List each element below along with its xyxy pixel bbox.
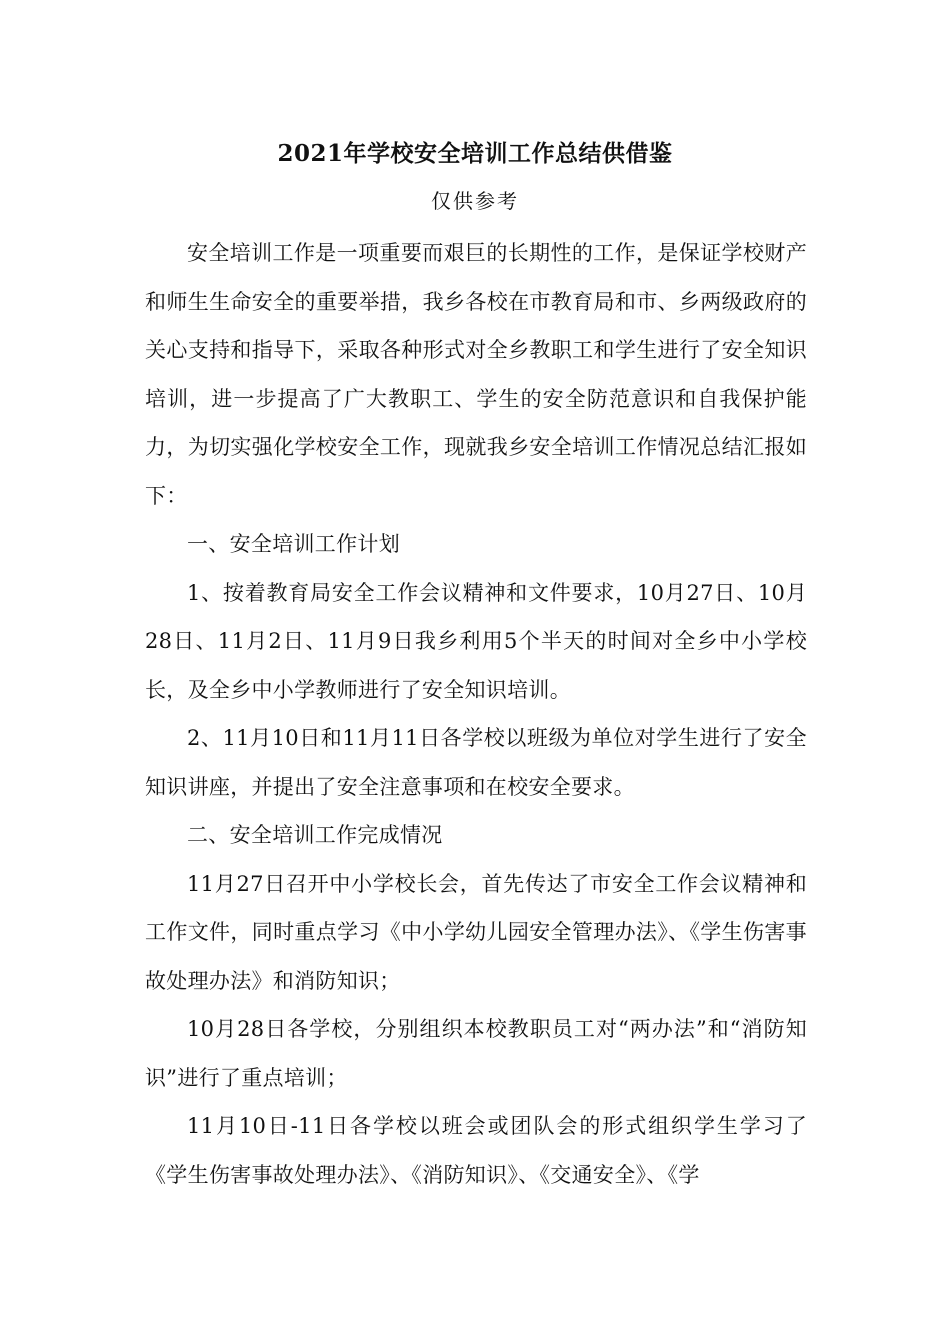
paragraph-completion-2: 10月28日各学校，分别组织本校教职员工对“两办法”和“消防知识”进行了重点培训； (145, 1017, 807, 1090)
document-title: 2021年学校安全培训工作总结供借鉴 (277, 140, 673, 167)
document-body (145, 229, 807, 1199)
paragraph-intro: 安全培训工作是一项重要而艰巨的长期性的工作，是保证学校财产和师生生命安全的重要举措，我乡各校在市教育局和市、乡两级政府的关心支持和指导下，采取各种形式对全乡教职工和学生进行了安全知识培训，进一步提高了广大教职工、学生的安全防范意识和自我保护能力，为切实强化学校安全工作，现就我乡安全培训工作情况总结汇报如下： (145, 241, 807, 508)
paragraph-completion-3: 11月10日-11日各学校以班会或团队会的形式组织学生学习了《学生伤害事故处理办法》、《消防知识》、《交通安全》、《学 (145, 1114, 807, 1187)
paragraph-completion-1: 11月27日召开中小学校长会，首先传达了市安全工作会议精神和工作文件，同时重点学习《中小学幼儿园安全管理办法》、《学生伤害事故处理办法》和消防知识； (145, 871, 807, 993)
paragraph-plan-2: 2、11月10日和11月11日各学校以班级为单位对学生进行了安全知识讲座，并提出了安全注意事项和在校安全要求。 (145, 726, 807, 799)
section-heading-plan: 一、安全培训工作计划 (187, 532, 400, 556)
section-heading-completion: 二、安全培训工作完成情况 (187, 823, 443, 847)
document-subtitle: 仅供参考 (431, 189, 519, 213)
paragraph-plan-1: 1、按着教育局安全工作会议精神和文件要求，10月27日、10月28日、11月2日、11月9日我乡利用5个半天的时间对全乡中小学校长，及全乡中小学教师进行了安全知识培训。 (145, 580, 807, 702)
